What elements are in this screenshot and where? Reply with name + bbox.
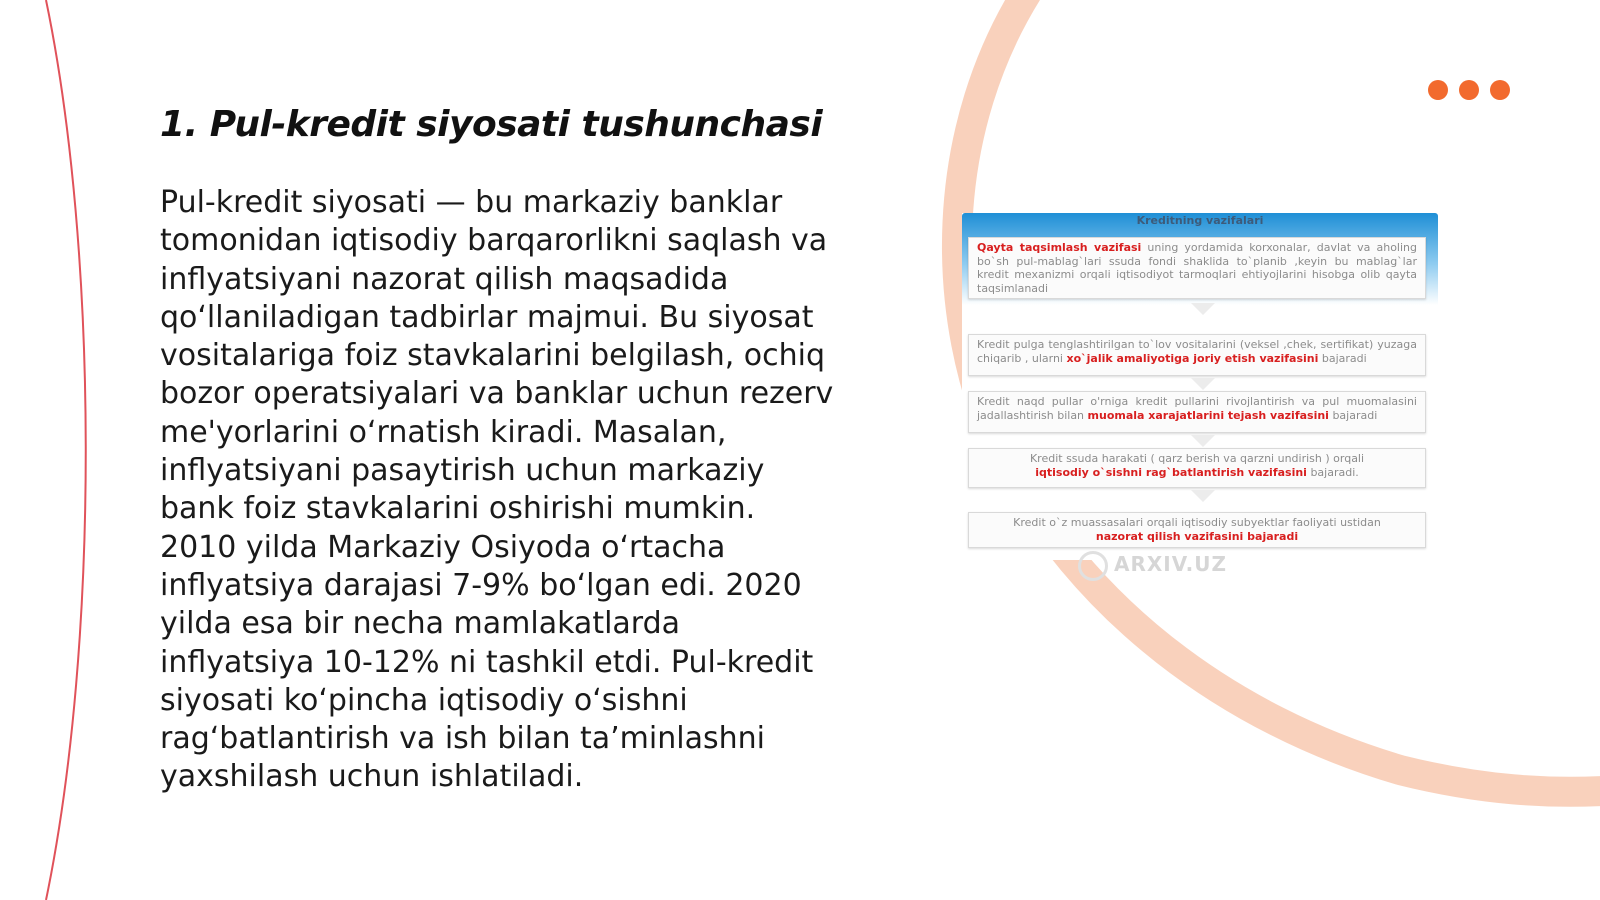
dot [1490, 80, 1510, 100]
box-text: Kredit naqd pullar o'rniga kredit pullarini rivojlantirish va pul muomalasini jadallashtirish bilan [977, 395, 1417, 422]
diagram-box-economic-growth [968, 448, 1426, 488]
down-arrow-icon [1191, 490, 1215, 502]
box-lead: Qayta taqsimlash vazifasi [977, 241, 1142, 254]
box-text: bajaradi [1328, 408, 1378, 422]
down-arrow-icon [1191, 303, 1215, 315]
box-highlight: nazorat qilish vazifasini bajaradi [1095, 529, 1299, 543]
box-highlight: muomala xarajatlarini tejash vazifasini [1087, 408, 1329, 422]
slide-body-text: Pul-kredit siyosati — bu markaziy banklar tomonidan iqtisodiy barqarorlikni saqlash va inflyatsiyani nazorat qilish maqsadida qo‘llaniladigan tadbirlar majmui. Bu siyosat vositalariga foiz stavkalarini belgilash, ochiq bozor operatsiyalari va banklar uchun rezerv me'yorlarini o‘rnatish kiradi. Masalan, inflyatsiyani pasaytirish uchun markaziy bank foiz stavkalarini oshirishi mumkin. 2010 yilda Markaziy Osiyoda o‘rtacha inflyatsiya darajasi 7-9% bo‘lgan edi. 2020 yilda esa bir necha mamlakatlarda inflyatsiya 10-12% ni tashkil etdi. Pul-kredit siyosati ko‘pincha iqtisodiy o‘sishni rag‘batlantirish va ish bilan ta’minlashni yaxshilash uchun ishlatiladi. [160, 185, 834, 795]
box-highlight: xo`jalik amaliyotiga joriy etish vazifasini [1066, 351, 1319, 365]
diagram-title: Kreditning vazifalari [1136, 214, 1264, 227]
box-text: Kredit ssuda harakati ( qarz berish va qarzni undirish ) orqali [1029, 452, 1365, 465]
watermark-text: ARXIV.UZ [1114, 552, 1227, 576]
down-arrow-icon [1191, 435, 1215, 447]
down-arrow-icon [1191, 378, 1215, 390]
box-text: Kredit o`z muassasalari orqali iqtisodiy subyektlar faoliyati ustidan [1013, 516, 1381, 529]
box-highlight: iqtisodiy o`sishni rag`batlantirish vazifasini [1035, 465, 1307, 479]
box-text: Kredit pulga tenglashtirilgan to`lov vositalarini (veksel ,chek, sertifikat) yuzaga chiqarib , ularni [977, 338, 1417, 365]
left-accent-line [46, 0, 86, 900]
slide-title: 1. Pul-kredit siyosati tushunchasi [160, 104, 823, 145]
diagram-box-control [968, 512, 1426, 548]
box-text: bajaradi. [1306, 465, 1359, 479]
dot [1459, 80, 1479, 100]
diagram-box-circulation-costs [968, 391, 1426, 433]
dot [1428, 80, 1448, 100]
diagram-box-redistribution [968, 237, 1426, 299]
more-dots-icon [1428, 80, 1510, 100]
box-text: bajaradi [1318, 351, 1367, 365]
diagram-box-payment-instruments [968, 334, 1426, 376]
box-text: uning yordamida korxonalar, davlat va aholing bo`sh pul-mablag`lari ssuda fondi shaklida to`planib ,keyin bu mablag`lar kredit mexanizmi orqali iqtisodiyot tarmoqlari ehtiyojlarini hisobga olib qayta taqsimlanadi [977, 241, 1417, 295]
credit-functions-diagram [962, 213, 1438, 560]
